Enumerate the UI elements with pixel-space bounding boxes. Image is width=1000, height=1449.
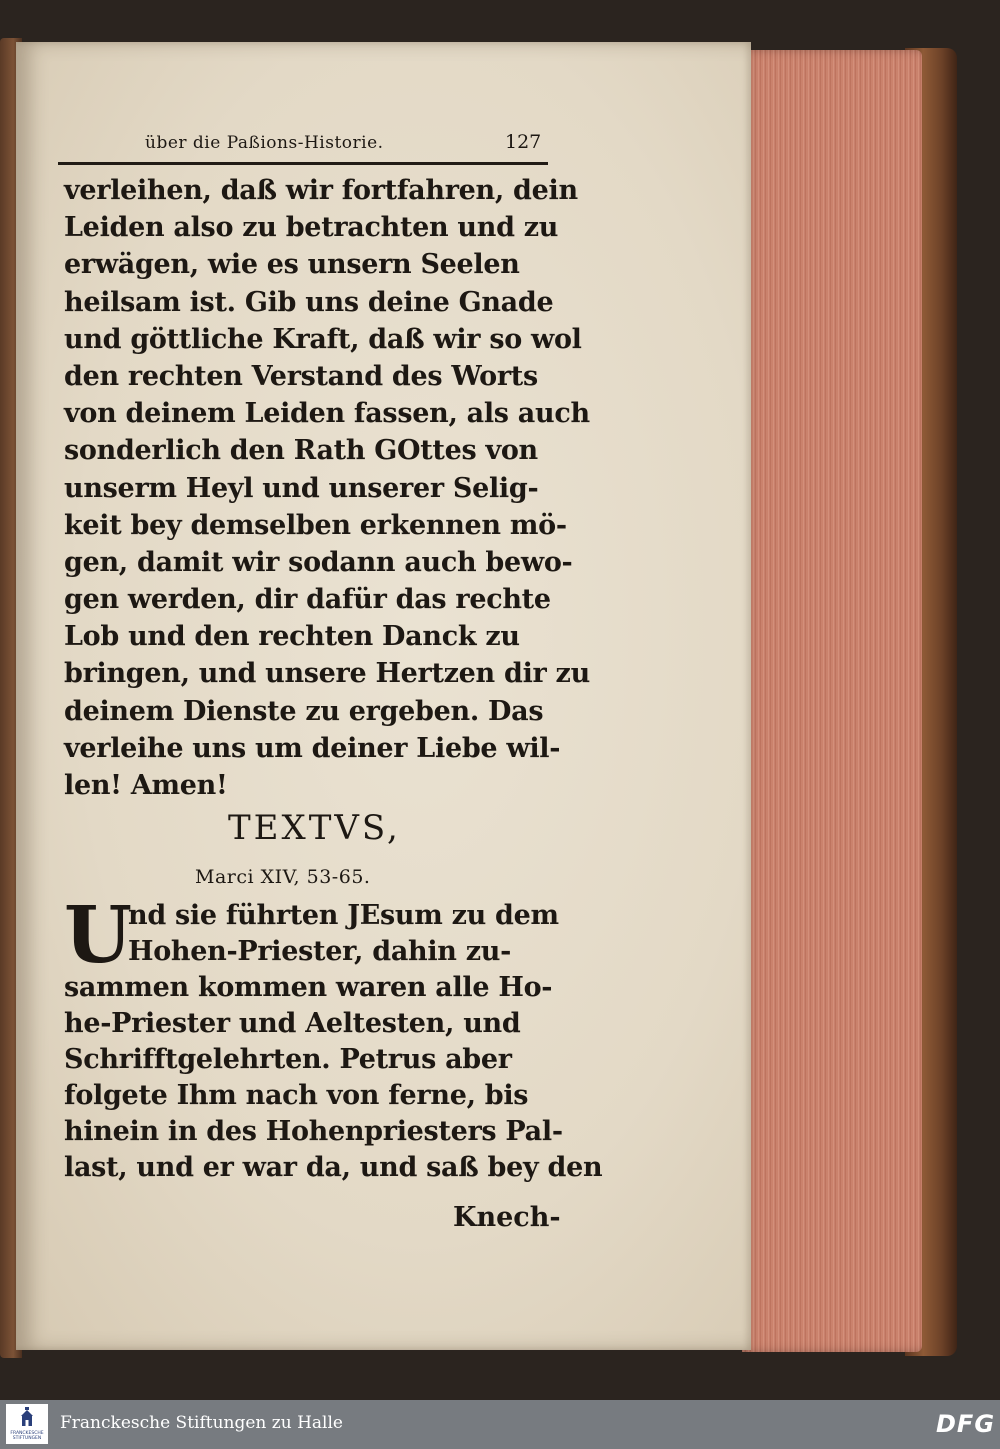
- running-head: über die Paßions-Historie.: [145, 133, 384, 153]
- text-line: sammen kommen waren alle Ho-: [64, 972, 553, 1003]
- logo-caption: [6, 1431, 48, 1441]
- text-line: heilsam ist. Gib uns deine Gnade: [64, 286, 554, 318]
- text-line: len! Amen!: [64, 770, 228, 801]
- scripture-reference: Marci XIV, 53-65.: [195, 866, 371, 888]
- text-line: gen, damit wir sodann auch bewo-: [64, 546, 573, 578]
- text-line: deinem Dienste zu ergeben. Das: [64, 695, 544, 727]
- drop-cap: U: [64, 890, 133, 981]
- prayer-text-block: [64, 172, 590, 804]
- text-line: he-Priester und Aeltesten, und: [64, 1008, 521, 1039]
- footer-bar: [0, 1400, 1000, 1449]
- text-line: last, und er war da, und saß bey den: [64, 1152, 603, 1183]
- page-edges-stack: [742, 50, 922, 1352]
- text-line: Hohen-Priester, dahin zu-: [128, 936, 511, 967]
- text-line: nd sie führten JEsum zu dem: [128, 900, 559, 931]
- text-line: verleihen, daß wir fortfahren, dein: [64, 175, 578, 206]
- page-number: 127: [505, 131, 542, 153]
- franckesche-stiftungen-logo[interactable]: [6, 1404, 48, 1444]
- gospel-text-block: [64, 890, 603, 1186]
- text-line: keit bey demselben erkennen mö-: [64, 509, 567, 541]
- text-line: Leiden also zu betrachten und zu: [64, 212, 559, 244]
- text-line: gen werden, dir dafür das rechte: [64, 584, 551, 616]
- text-line: unserm Heyl und unserer Selig-: [64, 472, 539, 504]
- text-line: folgete Ihm nach von ferne, bis: [64, 1080, 529, 1111]
- text-line: den rechten Verstand des Worts: [64, 360, 538, 392]
- logo-text-bottom: STIFTUNGEN: [12, 1436, 42, 1441]
- header-rule: [58, 162, 548, 165]
- logo-text-top: FRANCKESCHE: [10, 1431, 44, 1436]
- text-line: sonderlich den Rath GOttes von: [64, 435, 538, 467]
- building-icon: [20, 1407, 34, 1427]
- text-line: Lob und den rechten Danck zu: [64, 621, 520, 653]
- text-line: Schrifftgelehrten. Petrus aber: [64, 1044, 512, 1075]
- text-line: verleihe uns um deiner Liebe wil-: [64, 732, 561, 764]
- textus-heading: TEXTVS,: [228, 808, 401, 848]
- text-line: und göttliche Kraft, daß wir so wol: [64, 323, 582, 355]
- dfg-logo[interactable]: DFG: [936, 1410, 996, 1438]
- text-line: bringen, und unsere Hertzen dir zu: [64, 658, 590, 690]
- footer-institution-label: Franckesche Stiftungen zu Halle: [60, 1413, 343, 1433]
- text-line: von deinem Leiden fassen, als auch: [64, 398, 590, 430]
- catchword: Knech-: [453, 1202, 561, 1233]
- text-line: erwägen, wie es unsern Seelen: [64, 249, 520, 281]
- text-line: hinein in des Hohenpriesters Pal-: [64, 1116, 563, 1147]
